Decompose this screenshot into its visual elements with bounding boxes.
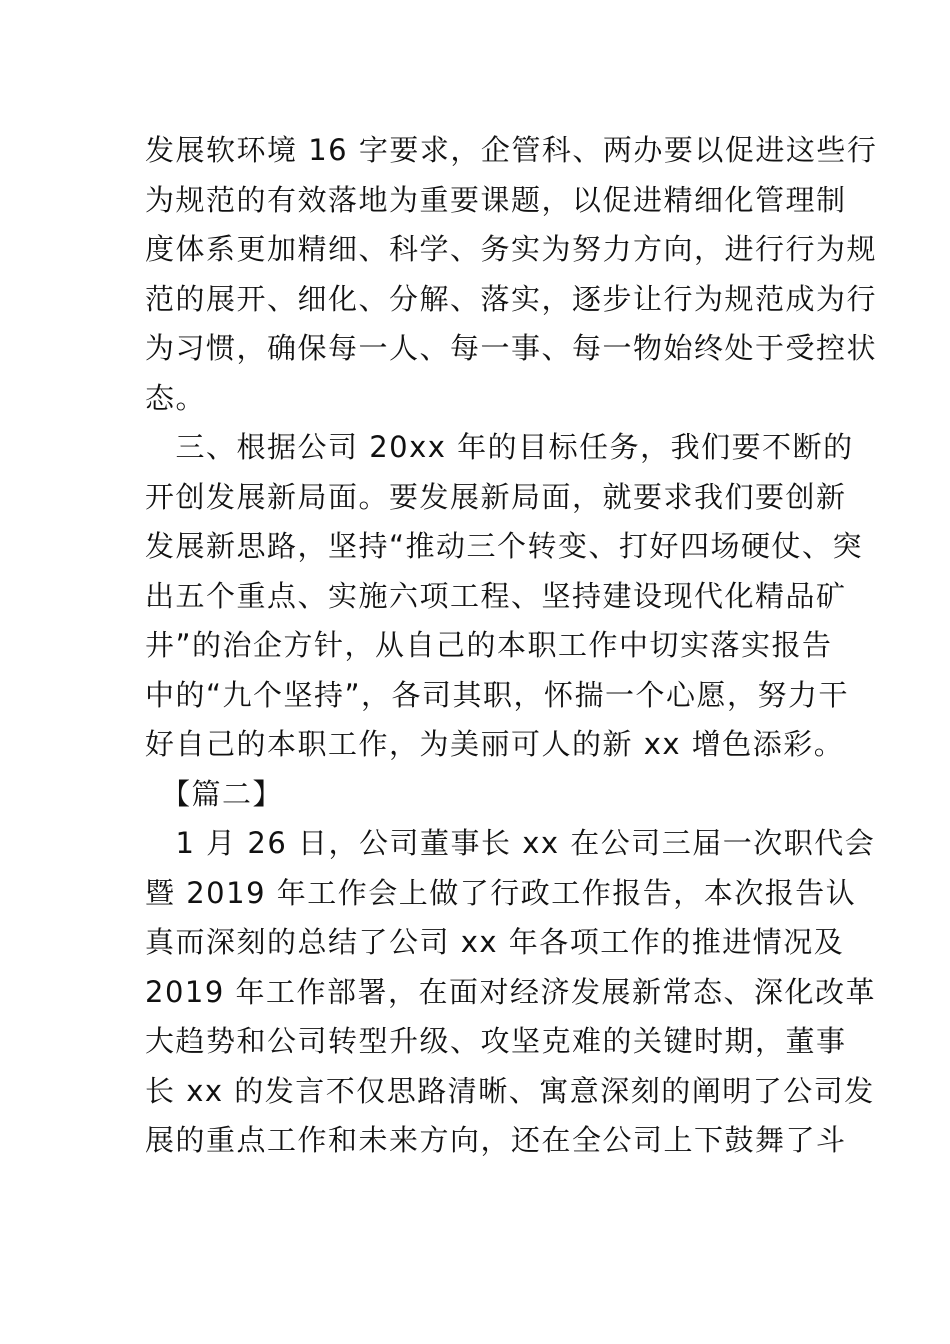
paragraph-continuation [145, 126, 878, 423]
text-line: 大趋势和公司转型升级、攻坚克难的关键时期，董事 [145, 1024, 847, 1058]
section-heading-text: 【篇二】 [145, 776, 284, 811]
text-line: 为规范的有效落地为重要课题，以促进精细化管理制 [145, 182, 847, 217]
text-line: 出五个重点、实施六项工程、坚持建设现代化精品矿 [145, 578, 847, 613]
text-line: 发展软环境 16 字要求，企管科、两办要以促进这些行 [145, 133, 878, 167]
text-line: 中的“九个坚持”，各司其职，怀揣一个心愿，努力干 [145, 677, 850, 712]
paragraph-section-three [145, 423, 864, 770]
text-line: 态。 [145, 380, 207, 415]
text-line: 井”的治企方针，从自己的本职工作中切实落实报告 [145, 628, 833, 662]
text-line: 1 月 26 日，公司董事长 xx 在公司三届一次职代会 [145, 826, 876, 860]
document-body [145, 126, 878, 1166]
text-line: 度体系更加精细、科学、务实为努力方向，进行行为规 [145, 232, 878, 266]
text-line: 发展新思路，坚持“推动三个转变、打好四场硬仗、突 [145, 529, 864, 563]
text-line: 为习惯，确保每一人、每一事、每一物始终处于受控状 [145, 331, 878, 365]
text-line: 好自己的本职工作，为美丽可人的新 xx 增色添彩。 [145, 727, 845, 761]
paragraph-chapter-two [145, 819, 877, 1166]
text-line: 真而深刻的总结了公司 xx 年各项工作的推进情况及 [145, 925, 845, 959]
text-line: 暨 2019 年工作会上做了行政工作报告，本次报告认 [145, 875, 857, 910]
section-heading [145, 770, 811, 820]
text-line: 长 xx 的发言不仅思路清晰、寓意深刻的阐明了公司发 [145, 1073, 875, 1108]
text-line: 开创发展新局面。要发展新局面，就要求我们要创新 [145, 479, 847, 514]
text-line: 范的展开、细化、分解、落实，逐步让行为规范成为行 [145, 281, 878, 316]
text-line: 2019 年工作部署，在面对经济发展新常态、深化改革 [145, 974, 877, 1009]
text-line: 展的重点工作和未来方向，还在全公司上下鼓舞了斗 [145, 1123, 847, 1157]
text-line: 三、根据公司 20xx 年的目标任务，我们要不断的 [145, 430, 854, 464]
